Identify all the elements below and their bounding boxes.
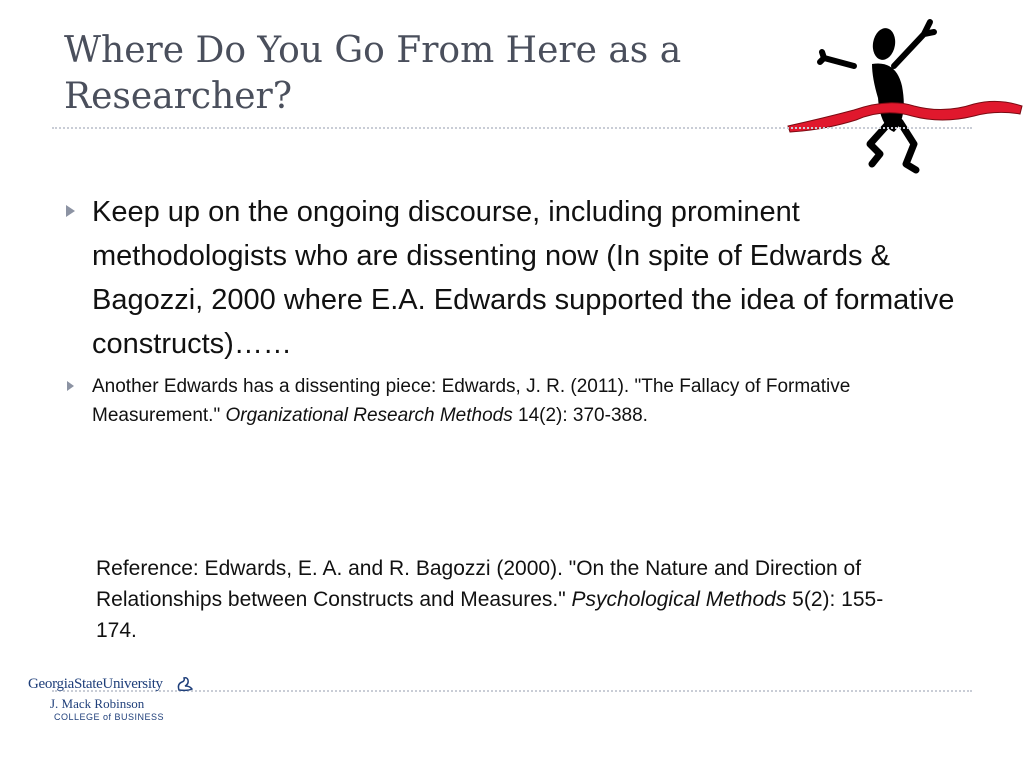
logo-school-name: J. Mack Robinson bbox=[50, 696, 145, 711]
logo-college-name: COLLEGE of BUSINESS bbox=[54, 712, 165, 722]
swan-icon bbox=[176, 676, 194, 697]
bullet-sub-text: Another Edwards has a dissenting piece: Edwards, J. R. (2011). "The Fallacy of Formative Measurement." bbox=[92, 376, 851, 426]
runner-finish-line-icon bbox=[784, 14, 1024, 179]
slide-title-line1: Where Do You Go From Here as a bbox=[64, 30, 682, 71]
logo-university-name: GeorgiaStateUniversity bbox=[28, 676, 163, 692]
slide-title bbox=[64, 28, 764, 120]
reference-journal: Psychological Methods bbox=[571, 588, 787, 611]
title-divider bbox=[52, 127, 972, 129]
bullet-arrow-icon bbox=[67, 381, 74, 391]
reference-citation: 5(2): 155-174. bbox=[96, 588, 884, 642]
bullet-sub-journal: Organizational Research Methods bbox=[225, 405, 513, 426]
reference-text: Reference: Edwards, E. A. and R. Bagozzi (2000). "On the Nature and Direction of Relationships between Constructs and Measures." bbox=[96, 557, 862, 611]
list-item bbox=[60, 190, 960, 366]
list-item bbox=[60, 372, 960, 430]
bullet-arrow-icon bbox=[66, 205, 75, 217]
slide-title-line2: Researcher? bbox=[64, 76, 293, 117]
bullet-main-text: Keep up on the ongoing discourse, including prominent methodologists who are dissenting now (In spite of Edwards & Bagozzi, 2000 where E.A. Edwards supported the idea of formative constructs)…… bbox=[92, 196, 955, 360]
university-logo bbox=[28, 674, 208, 734]
reference-note bbox=[96, 553, 916, 646]
bullet-list bbox=[60, 190, 960, 430]
bullet-sub-citation: 14(2): 370-388. bbox=[512, 405, 648, 426]
